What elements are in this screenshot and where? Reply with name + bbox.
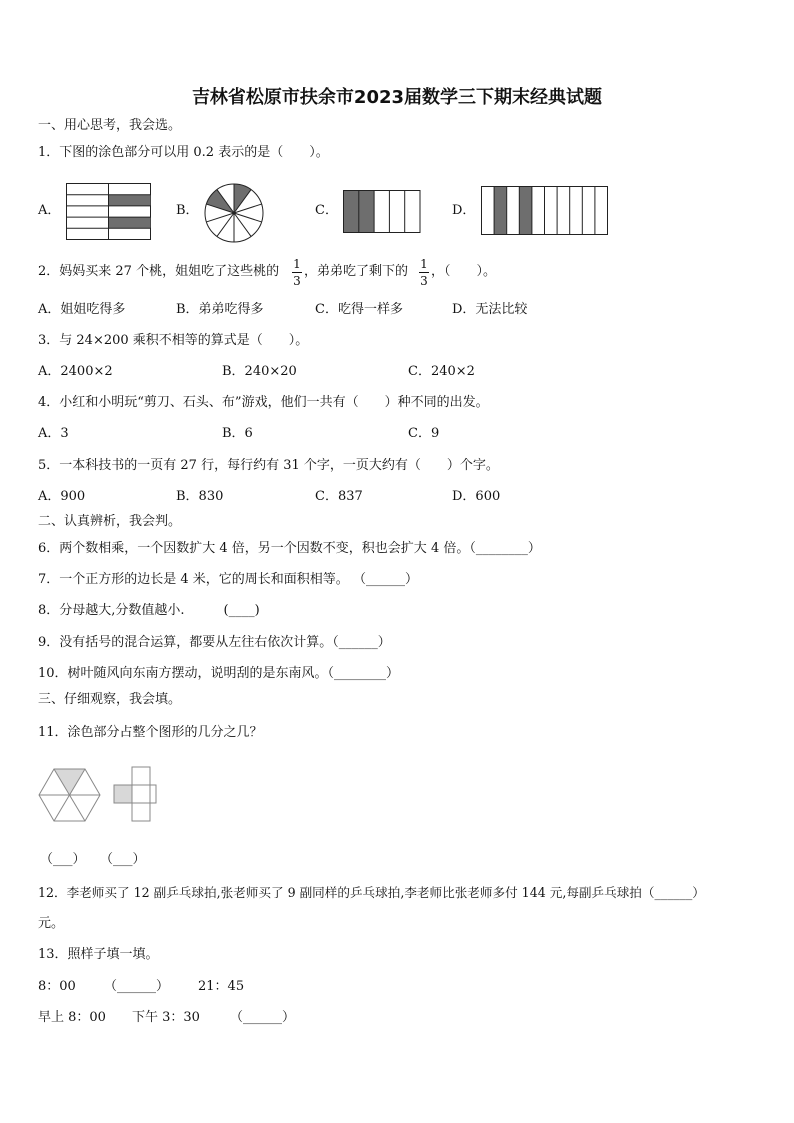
q2-option-a: A．姐姐吃得多 bbox=[38, 302, 126, 317]
question-2-stem-part3: ，（ ）。 bbox=[431, 264, 497, 279]
q4-option-c: C．9 bbox=[408, 426, 440, 441]
question-5-stem: 5．一本科技书的一页有 27 行，每行约有 31 个字，一页大约有（ ）个字。 bbox=[38, 458, 499, 473]
q11-answer-1: （___） bbox=[40, 852, 86, 867]
q2-option-c: C．吃得一样多 bbox=[315, 302, 403, 317]
q13-row1-time: 8：00 bbox=[38, 979, 76, 994]
fraction-numerator: 1 bbox=[420, 257, 428, 271]
question-8: 8．分母越大,分数值越小. (____) bbox=[38, 603, 260, 618]
q11-hexagon-figure bbox=[38, 766, 102, 826]
question-6: 6．两个数相乘，一个因数扩大 4 倍，另一个因数不变，积也会扩大 4 倍。（________） bbox=[38, 541, 541, 556]
fraction-denominator: 3 bbox=[420, 274, 428, 288]
q1-figure-b bbox=[203, 182, 265, 244]
q4-option-b: B．6 bbox=[222, 426, 253, 441]
section-heading-3: 三、仔细观察，我会填。 bbox=[38, 692, 182, 707]
q13-row1-example: 21：45 bbox=[198, 979, 245, 994]
question-9: 9．没有括号的混合运算，都要从左往右依次计算。（______） bbox=[38, 635, 391, 650]
q3-option-a: A．2400×2 bbox=[38, 364, 113, 379]
q5-option-c: C．837 bbox=[315, 489, 363, 504]
question-10: 10．树叶随风向东南方摆动，说明刮的是东南风。（________） bbox=[38, 666, 400, 681]
q13-row2-blank: （______） bbox=[230, 1010, 296, 1025]
question-7: 7．一个正方形的边长是 4 米，它的周长和面积相等。 （______） bbox=[38, 572, 418, 587]
q5-option-a: A．900 bbox=[38, 489, 86, 504]
q2-fraction-1 bbox=[292, 258, 302, 287]
q1-option-c-label: C． bbox=[315, 203, 338, 218]
q1-figure-c bbox=[342, 190, 422, 234]
q11-cube-net-figure bbox=[112, 766, 158, 826]
q4-option-a: A．3 bbox=[38, 426, 69, 441]
page-title: 吉林省松原市扶余市2023届数学三下期末经典试题 bbox=[191, 87, 603, 108]
fraction-numerator: 1 bbox=[293, 257, 301, 271]
question-4-stem: 4．小红和小明玩“剪刀、石头、布”游戏，他们一共有（ ）种不同的出发。 bbox=[38, 395, 489, 410]
q13-row2-time: 下午 3：30 bbox=[132, 1010, 200, 1025]
q2-fraction-2 bbox=[419, 258, 429, 287]
q2-option-d: D．无法比较 bbox=[452, 302, 528, 317]
q1-option-b-label: B． bbox=[176, 203, 199, 218]
question-3-stem: 3．与 24×200 乘积不相等的算式是（ ）。 bbox=[38, 333, 309, 348]
q1-option-a-label: A． bbox=[38, 203, 61, 218]
q3-option-b: B．240×20 bbox=[222, 364, 297, 379]
question-12-line-2: 元。 bbox=[38, 916, 65, 931]
question-2-stem-part1: 2．妈妈买来 27 个桃，姐姐吃了这些桃的 bbox=[38, 264, 280, 279]
question-1-stem: 1．下图的涂色部分可以用 0.2 表示的是（ ）。 bbox=[38, 145, 329, 160]
q5-option-d: D．600 bbox=[452, 489, 501, 504]
question-2-stem-part2: ，弟弟吃了剩下的 bbox=[304, 264, 409, 279]
question-11-stem: 11．涂色部分占整个图形的几分之几？ bbox=[38, 725, 263, 740]
question-13-stem: 13．照样子填一填。 bbox=[38, 947, 159, 962]
q5-option-b: B．830 bbox=[176, 489, 224, 504]
q11-answer-2: （___） bbox=[100, 852, 146, 867]
q1-option-d-label: D． bbox=[452, 203, 476, 218]
fraction-denominator: 3 bbox=[293, 274, 301, 288]
q1-figure-d bbox=[481, 186, 609, 236]
question-12-line-1: 12．李老师买了 12 副乒乓球拍,张老师买了 9 副同样的乒乓球拍,李老师比张老师多付 144 元,每副乒乓球拍（______） bbox=[38, 885, 705, 900]
section-heading-1: 一、用心思考，我会选。 bbox=[38, 118, 182, 133]
q13-row1-blank: （______） bbox=[104, 979, 170, 994]
q2-option-b: B．弟弟吃得多 bbox=[176, 302, 264, 317]
q3-option-c: C．240×2 bbox=[408, 364, 475, 379]
section-heading-2: 二、认真辨析，我会判。 bbox=[38, 514, 182, 529]
q1-figure-a bbox=[66, 183, 152, 241]
q13-row2-example: 早上 8：00 bbox=[38, 1010, 106, 1025]
